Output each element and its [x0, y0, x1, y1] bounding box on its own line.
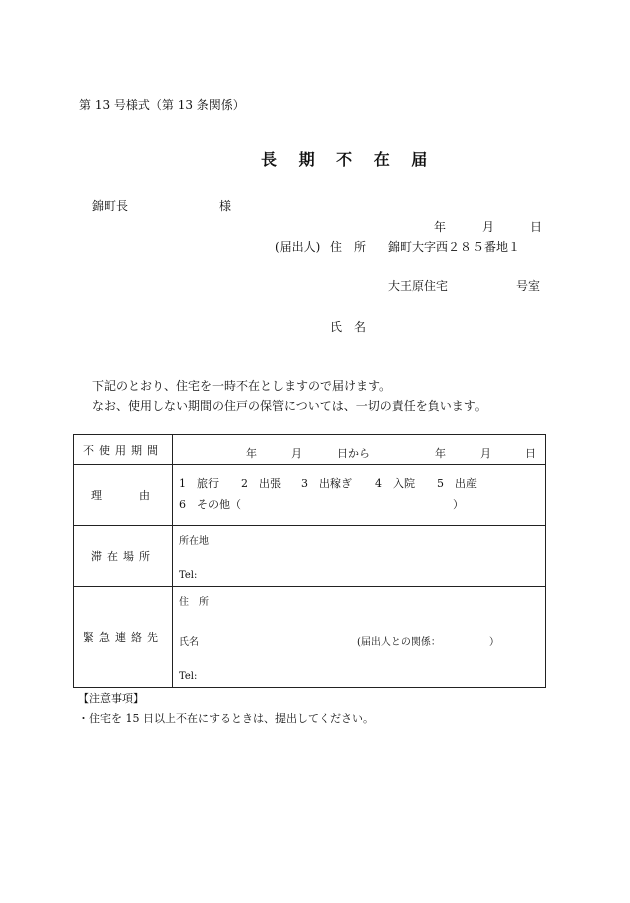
addressee-name: 錦町長 [92, 199, 129, 213]
emergency-cell [173, 587, 546, 688]
date-month: 月 [482, 220, 495, 234]
period-label: 不使用期間 [74, 435, 173, 465]
applicant-address-label: 住 所 [330, 240, 367, 254]
addressee-honorific: 様 [219, 199, 232, 213]
reason-option-migrant-work: 3 出稼ぎ [301, 477, 352, 490]
period-to-day: 日 [525, 447, 536, 460]
reason-option-hospital: 4 入院 [375, 477, 415, 490]
absence-form-table [73, 434, 546, 688]
applicant-building: 大王原住宅 [388, 279, 449, 293]
notes-heading: 【注意事項】 [78, 692, 144, 705]
body-text-line1: 下記のとおり、住宅を一時不在としますので届けます。 [92, 379, 392, 393]
reason-other-close: ） [453, 498, 464, 511]
emergency-name-label: 氏名 [179, 637, 199, 648]
table-row-reason [74, 465, 546, 526]
period-from-year: 年 [246, 447, 257, 460]
applicant-room-label: 号室 [516, 279, 541, 293]
date-year: 年 [434, 220, 447, 234]
form-number: 第 13 号様式（第 13 条関係） [79, 98, 245, 112]
emergency-relation-label: (届出人との関係： [357, 637, 441, 648]
emergency-tel-label: Tel: [179, 671, 198, 682]
reason-option-childbirth: 5 出産 [437, 477, 477, 490]
body-text-line2: なお、使用しない期間の住戸の保管については、一切の責任を負います。 [92, 399, 487, 413]
reason-option-travel: 1 旅行 [179, 477, 219, 490]
stay-tel-label: Tel: [179, 570, 198, 581]
applicant-name-label: 氏 名 [330, 320, 367, 334]
emergency-address-label: 住 所 [179, 597, 209, 608]
table-row-period [74, 435, 546, 465]
stay-location-label: 所在地 [179, 536, 209, 547]
notes-item-1: ・住宅を 15 日以上不在にするときは、提出してください。 [78, 712, 374, 725]
table-row-stay [74, 526, 546, 587]
table-row-emergency [74, 587, 546, 688]
stay-label: 滞在場所 [74, 526, 173, 587]
period-from-day: 日から [337, 447, 370, 460]
period-to-year: 年 [435, 447, 446, 460]
period-from-month: 月 [291, 447, 302, 460]
stay-cell [173, 526, 546, 587]
reason-label: 理 由 [74, 465, 173, 526]
period-cell [173, 435, 546, 465]
applicant-address-value: 錦町大字西２８５番地１ [388, 240, 521, 254]
reason-option-other: 6 その他（ [179, 498, 241, 511]
reason-cell [173, 465, 546, 526]
document-title: 長 期 不 在 届 [261, 150, 436, 169]
date-day: 日 [530, 220, 543, 234]
applicant-label: (届出人) [275, 240, 321, 254]
emergency-label: 緊急連絡先 [74, 587, 173, 688]
emergency-relation-close: ） [489, 637, 499, 648]
period-to-month: 月 [480, 447, 491, 460]
reason-option-business-trip: 2 出張 [241, 477, 281, 490]
